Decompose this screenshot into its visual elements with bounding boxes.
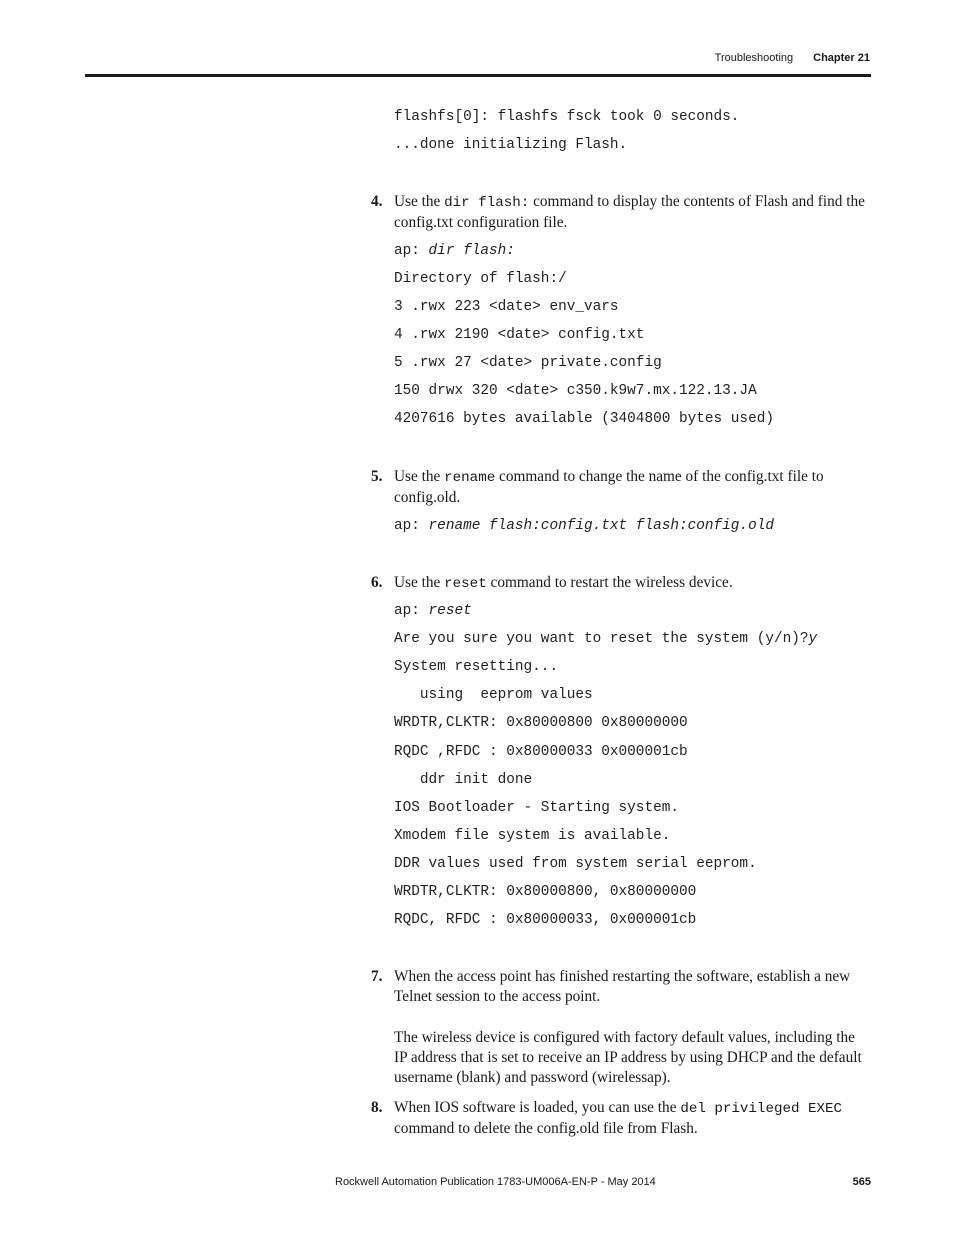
code-command: reset xyxy=(428,603,472,619)
code-line: Xmodem file system is available. xyxy=(394,828,671,844)
step-text: command to change the name of the config.txt file to config.old. xyxy=(394,468,824,506)
step-text: When the access point has finished restarting the software, establish a new Telnet session to the access point. xyxy=(394,968,851,1005)
step-text: command to restart the wireless device. xyxy=(486,574,733,591)
header-rule xyxy=(85,74,871,77)
code-confirm: Are you sure you want to reset the system (y/n)? xyxy=(394,631,809,647)
inline-command: del privileged EXEC xyxy=(680,1101,843,1117)
running-header xyxy=(715,52,870,64)
code-line: ...done initializing Flash. xyxy=(394,137,628,153)
step-text: Use the xyxy=(394,574,445,591)
header-chapter: Chapter 21 xyxy=(813,52,870,64)
code-line: ddr init done xyxy=(394,772,533,788)
code-line: flashfs[0]: flashfs fsck took 0 seconds. xyxy=(394,109,740,125)
step-6 xyxy=(371,573,871,594)
code-line xyxy=(394,242,515,260)
step-number: 4. xyxy=(371,193,383,210)
code-line: WRDTR,CLKTR: 0x80000800 0x80000000 xyxy=(394,715,688,731)
step-text: When IOS software is loaded, you can use the xyxy=(394,1099,681,1116)
footer-publication: Rockwell Automation Publication 1783-UM006A-EN-P - May 2014 xyxy=(335,1176,656,1188)
code-answer: y xyxy=(808,631,818,647)
code-prompt: ap: xyxy=(394,603,429,619)
step-7 xyxy=(371,967,871,1007)
code-prompt: ap: xyxy=(394,243,429,259)
step-8 xyxy=(371,1098,871,1139)
inline-command: dir flash: xyxy=(444,195,530,211)
code-line: IOS Bootloader - Starting system. xyxy=(394,800,679,816)
step-5 xyxy=(371,467,871,508)
step-4 xyxy=(371,192,871,233)
code-line: 4 .rwx 2190 <date> config.txt xyxy=(394,327,645,343)
step-text: command to delete the config.old file from Flash. xyxy=(394,1120,698,1137)
code-line: 5 .rwx 27 <date> private.config xyxy=(394,355,662,371)
code-line: 4207616 bytes available (3404800 bytes used) xyxy=(394,411,774,427)
code-line: RQDC ,RFDC : 0x80000033 0x000001cb xyxy=(394,744,688,760)
page-footer xyxy=(335,1176,871,1188)
code-line xyxy=(394,630,817,648)
code-line: Directory of flash:/ xyxy=(394,271,567,287)
code-line: 150 drwx 320 <date> c350.k9w7.mx.122.13.JA xyxy=(394,383,757,399)
step-number: 6. xyxy=(371,574,383,591)
step-number: 8. xyxy=(371,1099,383,1116)
inline-command: reset xyxy=(444,576,487,592)
step-text: command to display the contents of Flash and find the config.txt configuration file. xyxy=(394,193,865,231)
step-number: 5. xyxy=(371,468,383,485)
code-command: dir flash: xyxy=(428,243,515,259)
code-line: WRDTR,CLKTR: 0x80000800, 0x80000000 xyxy=(394,884,697,900)
code-line xyxy=(394,602,472,620)
page-number: 565 xyxy=(852,1176,871,1188)
step-7-note: The wireless device is configured with factory default values, including the IP address that is set to receive an IP address by using DHCP and the default username (blank) and password (wirelessap). xyxy=(394,1029,862,1086)
code-prompt: ap: xyxy=(394,518,429,534)
code-line xyxy=(394,517,774,535)
code-line: System resetting... xyxy=(394,659,559,675)
code-line: 3 .rwx 223 <date> env_vars xyxy=(394,299,619,315)
step-text: Use the xyxy=(394,193,445,210)
code-line: RQDC, RFDC : 0x80000033, 0x000001cb xyxy=(394,912,697,928)
step-number: 7. xyxy=(371,968,383,985)
inline-command: rename xyxy=(444,470,496,486)
code-line: using eeprom values xyxy=(394,687,593,703)
code-line: DDR values used from system serial eeprom. xyxy=(394,856,757,872)
header-section: Troubleshooting xyxy=(714,52,794,64)
step-text: Use the xyxy=(394,468,445,485)
code-command: rename flash:config.txt flash:config.old xyxy=(428,518,774,534)
